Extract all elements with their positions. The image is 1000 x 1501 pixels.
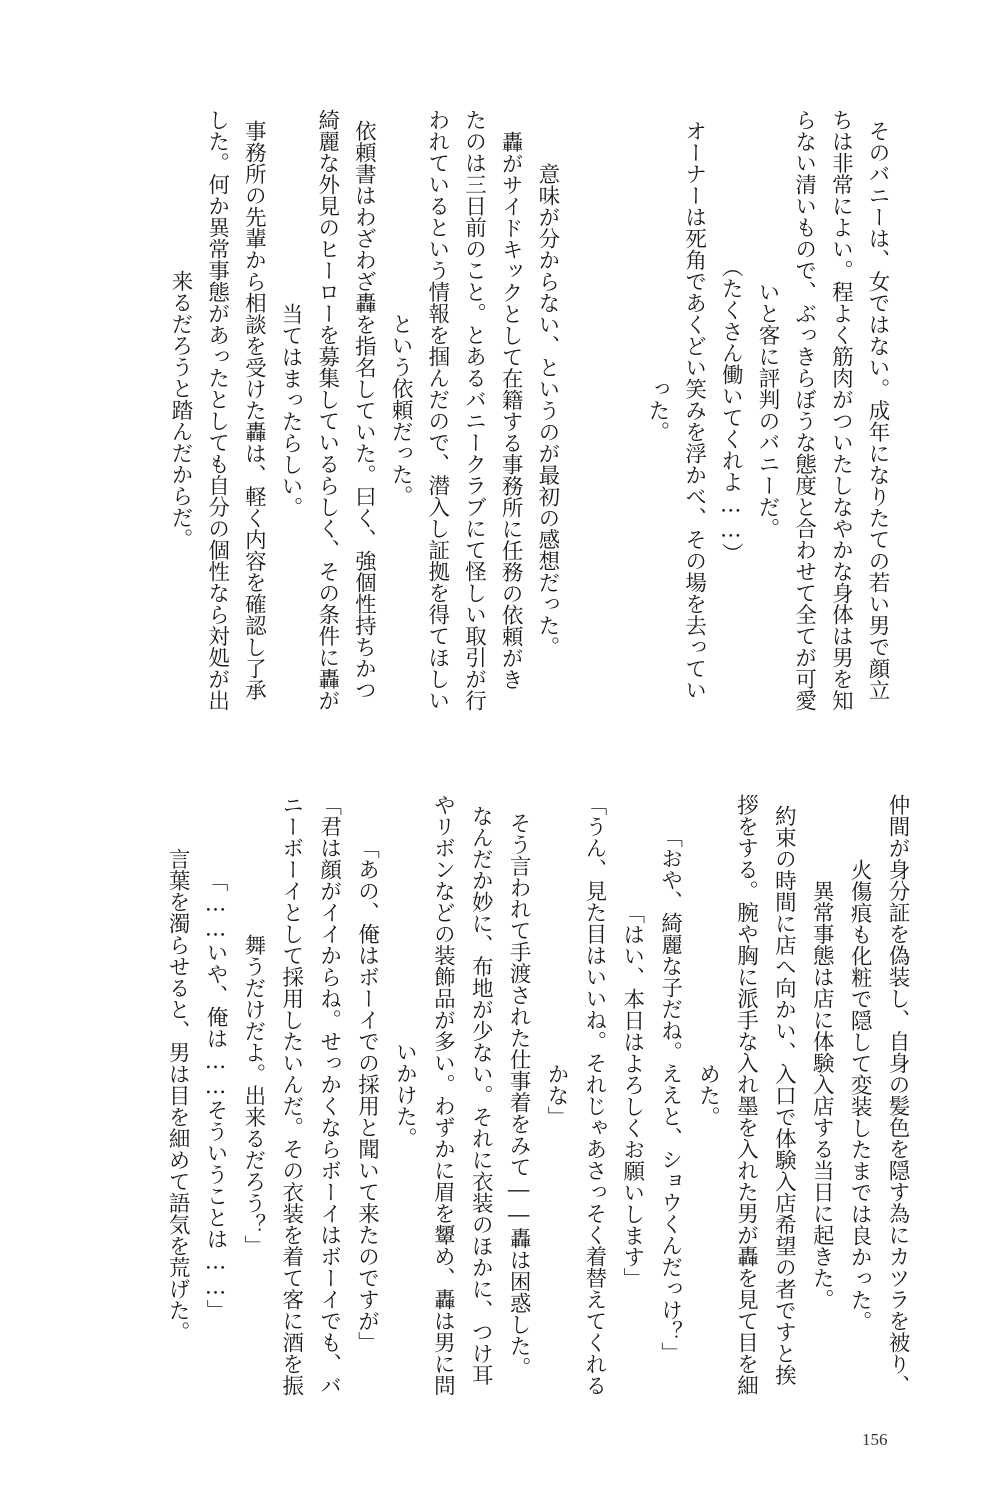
text-line — [643, 775, 681, 1415]
text-line — [778, 90, 815, 730]
text-line-content: という依頼だった。 — [388, 313, 414, 507]
text-line — [378, 775, 416, 1415]
text-line-content: 当てはまったらしい。 — [278, 302, 303, 518]
text-line-content: なんだか妙に、布地が少ない。それに衣装のほかに、つけ耳 — [468, 804, 494, 1386]
text-line-content: 異常事態は店に体験入店する当日に起きた。 — [809, 880, 835, 1310]
text-line-content: 「君は顔がイイからね。せっかくならボーイはボーイでも、バ — [316, 794, 342, 1396]
text-line-content: （たくさん働いてくれよ……） — [718, 256, 744, 564]
text-block-top — [154, 90, 888, 730]
text-line-content: 意味が分からない、というのが最初の感想だった。 — [534, 162, 560, 658]
text-line-content: 言葉を濁らせると、男は目を細めて語気を荒げた。 — [165, 847, 191, 1343]
text-line — [448, 90, 485, 730]
text-line-content: 来るだろうと踏んだからだ。 — [167, 270, 193, 550]
text-line — [374, 90, 414, 730]
text-line — [453, 775, 494, 1415]
text-line-content: 「……いや、俺は……そういうことは……」 — [202, 869, 228, 1321]
text-line — [188, 775, 226, 1415]
text-line — [264, 90, 301, 730]
text-line — [794, 775, 835, 1415]
text-line-content: かな」 — [543, 1062, 569, 1128]
text-line — [741, 90, 778, 730]
text-line — [681, 775, 719, 1415]
text-line-content: 約束の時間に店へ向かい、入口で体験入店希望の者ですと挨 — [771, 804, 797, 1386]
text-line — [264, 775, 302, 1415]
text-line-content: 綺麗な外見のヒーローを募集しているらしく、その条件に轟が — [314, 109, 340, 711]
text-line — [595, 90, 632, 730]
text-line — [851, 90, 888, 730]
text-line — [338, 90, 375, 730]
text-line — [191, 90, 228, 730]
text-line-content: った。 — [644, 377, 670, 443]
text-line — [529, 775, 567, 1415]
text-line-content: ちは非常によい。程よく筋肉がついたしなやかな身体は男を知 — [828, 109, 854, 711]
text-line-content: めた。 — [695, 1062, 721, 1128]
text-line-content: ニーボーイとして採用したいんだ。その衣装を着て客に酒を振 — [278, 794, 304, 1396]
text-line-content: やリボンなどの装飾品が多い。わずかに眉を顰め、轟は男に問 — [430, 794, 456, 1396]
text-line-content: 「はい、本日はよろしくお願いします」 — [619, 901, 645, 1289]
text-line — [415, 775, 456, 1415]
text-line — [832, 775, 873, 1415]
text-line-content: 事務所の先輩から相談を受けた轟は、軽く内容を確認し了承 — [241, 119, 267, 701]
text-line-content: たのは三日前のこと。とあるバニークラブにて怪しい取引が行 — [461, 109, 487, 711]
text-line — [484, 90, 524, 730]
text-line-content: 「うん、見た目はいいね。それじゃあさっそく着替えてくれる — [581, 794, 607, 1396]
text-line-content: いかけた。 — [392, 1041, 418, 1149]
text-line-content: 舞うだけだよ。出来るだろう？」 — [240, 933, 266, 1257]
text-line-content: そう言われて手渡された仕事着をみて――轟は困惑した。 — [506, 812, 532, 1378]
text-line-content: 「おや、綺麗な子だね。ええと、ショウくんだっけ？」 — [657, 826, 683, 1364]
text-line-content: 仲間が身分証を偽装し、自身の髪色を隠す為にカツラを被り、 — [885, 794, 910, 1396]
text-line — [558, 90, 595, 730]
text-line — [301, 90, 338, 730]
text-line-content: 拶をする。腕や胸に派手な入れ墨を入れた男が轟を見て目を細 — [733, 794, 759, 1396]
text-line-content: した。何か異常事態があったとしても自分の個性なら対処が出 — [204, 109, 230, 711]
text-line — [719, 775, 757, 1415]
text-line-content: 依頼書はわざわざ轟を指名していた。曰く、強個性持ちかつ — [351, 119, 377, 701]
text-line — [154, 90, 191, 730]
text-line — [705, 90, 742, 730]
text-line-content: そのバニーは、女ではない。成年になりたての若い男で顔立 — [865, 119, 890, 701]
text-line-content: 「あの、俺はボーイでの採用と聞いて来たのですが」 — [354, 837, 380, 1353]
text-line-content: オーナーは死角であくどい笑みを浮かべ、その場を去ってい — [681, 119, 707, 701]
text-line-content: われているという情報を掴んだので、潜入し証拠を得てほしい — [424, 109, 450, 711]
text-line — [302, 775, 340, 1415]
text-line — [605, 775, 643, 1415]
text-line — [567, 775, 605, 1415]
text-line — [756, 775, 797, 1415]
text-line-content: 轟がサイドキックとして在籍する事務所に任務の依頼がき — [498, 130, 524, 690]
page-number: 156 — [862, 1430, 888, 1449]
text-line — [815, 90, 852, 730]
text-line — [150, 775, 191, 1415]
text-line — [668, 90, 705, 730]
text-line — [521, 90, 558, 730]
text-line-content: いと客に評判のバニーだ。 — [754, 281, 780, 539]
text-line — [411, 90, 448, 730]
text-line — [491, 775, 532, 1415]
text-line — [340, 775, 378, 1415]
text-line-content: らない清いもので、ぶっきらぼうな態度と合わせて全てが可愛 — [791, 109, 817, 711]
text-line-content: 火傷痕も化粧で隠して変装したまでは良かった。 — [847, 858, 873, 1332]
text-line — [631, 90, 668, 730]
text-line — [228, 90, 265, 730]
text-line — [226, 775, 264, 1415]
text-block-bottom — [150, 775, 908, 1415]
text-line — [870, 775, 908, 1415]
